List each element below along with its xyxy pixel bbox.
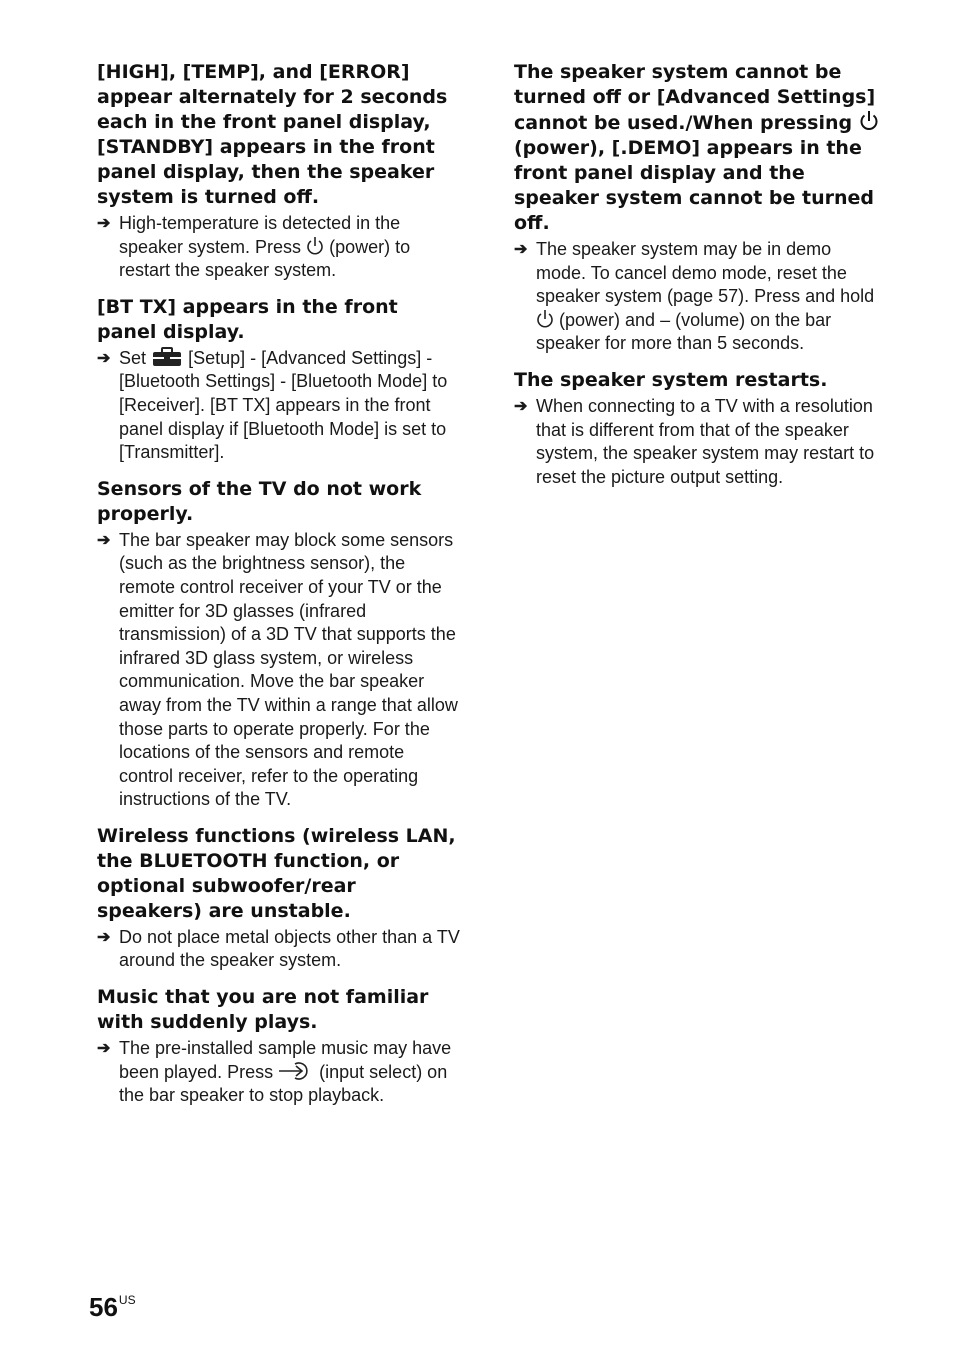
right-column [514, 60, 879, 501]
left-column [97, 60, 462, 1120]
section-high-temp-error [97, 60, 462, 283]
list-item: ➔ The bar speaker may block some sensors (such as the brightness sensor), the remote control receiver of your TV or the emitter for 3D glasses (infrared transmission) of a 3D TV that supports the infrared 3D glass system, or wireless communication. Move the bar speaker away from the TV within a range that allow those parts to operate properly. For the locations of the sensors and remote control receiver, refer to the operating instructions of the TV. [97, 529, 462, 812]
arrow-right-icon: ➔ [97, 1040, 111, 1058]
section-bt-tx [97, 295, 462, 465]
section-wireless-unstable [97, 824, 462, 973]
input-select-icon [278, 1061, 314, 1081]
section-heading: The speaker system cannot be turned off or [Advanced Settings] cannot be used./When pressing (power), [.DEMO] appears in the front panel display and the speaker system cannot be turned off. [514, 60, 879, 236]
arrow-right-icon: ➔ [97, 215, 111, 232]
arrow-right-icon: ➔ [97, 928, 111, 946]
arrow-right-icon: ➔ [514, 397, 528, 415]
section-heading: [HIGH], [TEMP], and [ERROR] appear alternately for 2 seconds each in the front panel display, [STANDBY] appears in the front panel display, then the speaker system is turned off. [97, 61, 448, 208]
section-tv-sensors [97, 477, 462, 812]
list-item: ➔ When connecting to a TV with a resolution that is different from that of the speaker system, the speaker system may restart to reset the picture output setting. [514, 395, 879, 489]
region-code: US [118, 1293, 136, 1307]
toolbox-icon [151, 347, 183, 367]
section-heading: Sensors of the TV do not work properly. [97, 477, 422, 525]
section-heading: [BT TX] appears in the front panel display. [97, 295, 398, 343]
section-cannot-turn-off [514, 60, 879, 356]
section-heading: Music that you are not familiar with suddenly plays. [97, 986, 429, 1034]
section-music-plays [97, 985, 462, 1108]
page-number: $56^{US}$ [89, 1292, 136, 1322]
power-icon [306, 236, 324, 256]
list-item: ➔ The speaker system may be in demo mode. To cancel demo mode, reset the speaker system (page 57). Press and hold (power) and – (volume) on the bar speaker for more than 5 seconds. [514, 238, 879, 356]
section-system-restarts [514, 368, 879, 489]
section-heading: The speaker system restarts. [514, 368, 828, 391]
power-icon [536, 309, 554, 329]
arrow-right-icon: ➔ [97, 531, 111, 549]
section-heading: Wireless functions (wireless LAN, the BLUETOOTH function, or optional subwoofer/rear speakers) are unstable. [97, 824, 456, 922]
list-item: ➔ Set [Setup] - [Advanced Settings] - [Bluetooth Settings] - [Bluetooth Mode] to [Receiver]. [BT TX] appears in the front panel display if [Bluetooth Mode] is set to [Transmitter]. [97, 347, 462, 465]
arrow-right-icon: ➔ [514, 241, 528, 258]
list-item: ➔ Do not place metal objects other than a TV around the speaker system. [97, 926, 462, 973]
arrow-right-icon: ➔ [97, 349, 111, 367]
list-item: ➔ The pre-installed sample music may have been played. Press (input select) on the bar speaker to stop playback. [97, 1037, 462, 1108]
list-item: ➔ High-temperature is detected in the speaker system. Press (power) to restart the speaker system. [97, 212, 462, 283]
power-icon [859, 110, 879, 132]
